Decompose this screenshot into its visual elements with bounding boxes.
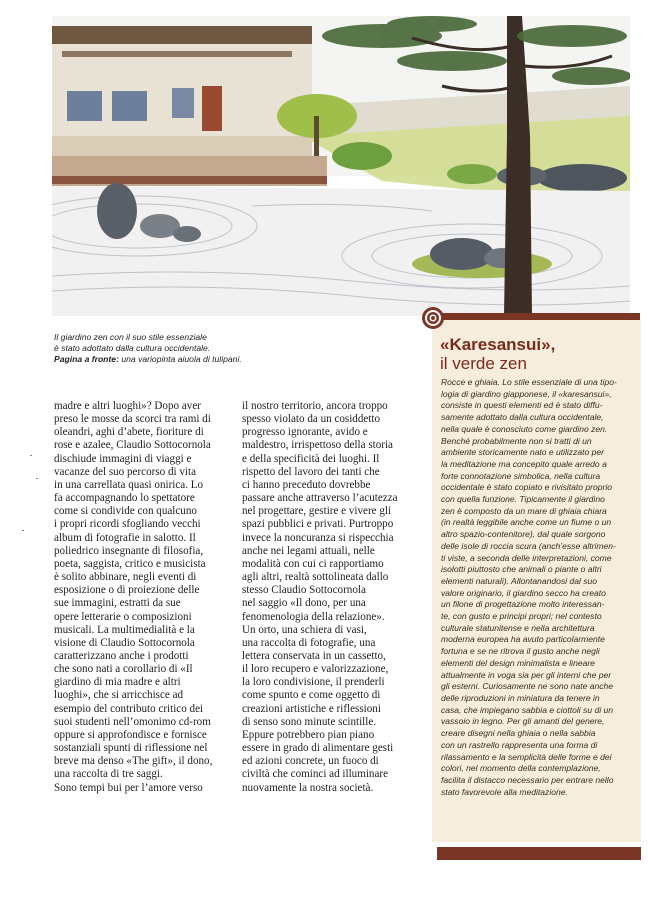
sidebar-text-line: Benché probabilmente non si tratti di un [441,435,592,446]
sidebar-text-line: con un rastrello rappresenta una forma di [441,739,598,750]
article-text-line: poeta, saggista, critico e musicista [54,557,206,570]
article-text-line: civiltà che cominci ad illuminare [242,768,389,781]
article-text-line: una raccolta di tre saggi. [54,768,163,781]
article-text-line: anche nei legami attuali, nelle [242,544,375,557]
article-text-line: spesso violato da un cosiddetto [242,413,381,426]
article-text-line: suoi studenti nell’omonimo cd-rom [54,715,211,728]
article-text-line: modalità con cui ci rapportiamo [242,557,384,570]
sidebar-text-line: culturale statunitense e nella architettura [441,622,595,633]
sidebar-text-line: occidentale è stato copiato e rivisitato proprio [441,482,613,493]
article-text-line: ci hanno preceduto dovrebbe [242,478,371,491]
sidebar-text-line: (in realtà leggibile anche come un fiume o un [441,517,612,528]
article-text-line: lettera conservata in un cassetto, [242,649,386,662]
sidebar-text-line: delle isole di roccia scura (anch’esse altrimen- [441,540,616,551]
sidebar-text-line: isolotti piuttosto che animali o piante o altri [441,564,602,575]
sidebar-text-line: valore originario, il giardino secco ha creato [441,587,606,598]
article-text-line: progresso ignorante, avido e [242,426,368,439]
article-text-line: poliedrico insegnante di filosofia, [54,544,204,557]
article-text-line: giardino di mia madre e altri [54,676,181,689]
article-text-line: rose e azalee, Claudio Sottocornola [54,439,211,452]
article-text-line: di senso sono minute scintille. [242,715,377,728]
sidebar-text-line: te, con gusto e principi propri; nel contesto [441,611,602,622]
sidebar-text-line: rilassamento e la semplicità delle forme e dei [441,751,612,762]
sidebar-text-line: stato favorevole alla meditazione. [441,786,568,797]
sidebar-text-line: Rocce e ghiaia. Lo stile essenziale di una tipo- [441,377,617,387]
article-text-line: i propri ricordi sfogliando vecchi [54,518,201,531]
article-text-line: Eppure potrebbero pian piano [242,728,375,741]
article-column-2 [242,400,427,795]
article-text-line: sostanziali spunti di riflessione nel [54,742,208,755]
article-text-line: musicali. La multimedialità e la [54,623,195,636]
article-text-line: la loro condivisione, il prenderli [242,676,385,689]
article-text-line: passare anche attraverso l’acutezza [242,492,398,505]
article-text-line: album di fotografie in salotto. Il [54,531,196,544]
sidebar-text-line: creare disegni nella ghiaia o nella sabbia [441,728,596,739]
article-text-line: vacanze del suo percorso di vita [54,465,197,478]
sidebar-title [440,335,640,373]
article-text-line: una raccolta di fotografie, una [242,636,376,649]
sidebar-text [441,377,637,798]
article-text-line: creazioni artistiche e riflessioni [242,702,381,715]
caption-line-2: è stato adottato dalla cultura occidentale. [54,343,211,354]
article-text-line: fenomenologia della relazione». [242,610,385,623]
image-caption [54,332,384,366]
sidebar-text-line: colori, nel momento della contemplazione, [441,763,601,774]
sidebar-text-line: ti viste, a seconda delle interpretazioni, come [441,552,612,563]
sidebar-text-line: gli esterni. Curiosamente ne sono nate anche [441,681,613,692]
sidebar-text-line: forte connotazione simbolica, nella cultura [441,470,601,481]
sidebar-text-line: ambiente storicamente nato e utilizzato per [441,447,604,458]
article-text-line: come spunto e come oggetto di [242,689,381,702]
article-text-line: dischiude immagini di viaggi e [54,452,192,465]
sidebar-text-line: casa, che impiegano sabbia e ciottoli su di un [441,704,613,715]
article-text-line: maldestro, irrispettoso della storia [242,439,393,452]
article-text-line: oppure si approfondisce e fornisce [54,728,207,741]
sidebar-text-line: elementi naturali). Allontanandosi dal suo [441,575,597,586]
target-icon [421,306,445,330]
caption-line-3-text: una variopinta aiuola di tulipani. [118,354,242,365]
article-text-line: in una carrellata quasi onirica. Lo [54,478,204,491]
article-text-line: e della specificità dei luoghi. Il [242,452,380,465]
sidebar-text-line: vassoio in legno. Per gli amanti del genere, [441,716,605,727]
article-text-line: essere in grado di alimentare gesti [242,742,394,755]
sidebar-text-line: altro spazio-contenitore), dal quale sorgono [441,529,606,540]
zen-garden-illustration [52,16,630,316]
sidebar-text-line: logia di giardino giapponese, il «karesansui», [441,388,612,399]
article-text-line: sue immagini, estratti da sue [54,597,181,610]
article-text-line: visione di Claudio Sottocornola [54,636,195,649]
article-text-line: esposizione o di proiezione delle [54,584,200,597]
caption-line-3 [54,354,384,365]
article-text-line: preso le mosse da scorci tra rami di [54,413,211,426]
sidebar-text-line: nella quale è conosciuto come giardino zen. [441,423,608,434]
article-text-line: nel progettare, gestire e vivere gli [242,505,392,518]
article-text-line: ed azioni concrete, un fuoco di [242,755,379,768]
sidebar-text-line: zen è composto da un mare di ghiaia chiara [441,505,607,516]
sidebar-text-line: un filone di progettazione molto interessan- [441,599,605,610]
sidebar-title-regular: il verde zen [440,354,527,373]
article-text-line: che sono nati a corollario di «Il [54,663,193,676]
article-text-line: rispetto del lavoro dei tanti che [242,465,380,478]
sidebar-text-line: moderna europea ha avuto particolarmente [441,634,605,645]
article-text-line: luoghi», che si arricchisce ad [54,689,184,702]
article-text-line: Un orto, una schiera di vasi, [242,623,367,636]
article-text-line: come si condivide con qualcuno [54,505,197,518]
sidebar-text-line: samente adottato dalla cultura occidentale, [441,412,604,423]
article-text-line: breve ma denso «The gift», il dono, [54,755,213,768]
caption-bold-label: Pagina a fronte: [54,354,119,365]
sidebar-text-line: delle riproduzioni in miniatura da tenere in [441,692,600,703]
article-column-1 [54,400,236,795]
article-text-line: fa accompagnando lo spettatore [54,492,195,505]
sidebar-bottom-rule [437,847,641,860]
sidebar-text-line: facilita il distacco necessario per entrare nello [441,774,614,785]
article-text-line: nuovamente la nostra società. [242,781,374,794]
article-text-line: è solito abbinare, negli eventi di [54,571,197,584]
sidebar-text-line: la meditazione ma concepito quale arredo a [441,458,607,469]
article-text-line: spazi pubblici e privati. Purtroppo [242,518,394,531]
article-text-line: caratterizzano anche i prodotti [54,649,189,662]
article-text-line: invece la noncuranza si rispecchia [242,531,394,544]
article-text-line: madre e altri luoghi»? Dopo aver [54,400,201,412]
article-text-line: esempio del contributo critico dei [54,702,204,715]
sidebar-text-line: attualmente in voga sia per gli interni che per [441,669,612,680]
article-text-line: opere letterarie o composizioni [54,610,192,623]
article-text-line: Sono tempi bui per l’amore verso [54,781,203,794]
article-text-line: agli altri, realtà sottolineata dallo [242,571,389,584]
sidebar-text-line: consiste in questi elementi ed è stato diffu- [441,400,603,411]
article-text-line: il nostro territorio, ancora troppo [242,400,388,412]
sidebar-top-rule [440,313,640,320]
sidebar-text-line: con quella funzione. Tipicamente il giardino [441,494,605,505]
article-text-line: il loro recupero e valorizzazione, [242,663,389,676]
caption-line-1: Il giardino zen con il suo stile essenziale [54,332,207,342]
article-text-line: nel saggio «Il dono, per una [242,597,366,610]
sidebar-text-line: elementi del design minimalista e lineare [441,657,595,668]
sidebar-text-line: fortuna e se ne ritrova il gusto anche negli [441,646,600,657]
article-text-line: oleandri, aghi d’abete, fioriture di [54,426,204,439]
sidebar-title-bold: «Karesansui», [440,335,556,354]
article-text-line: stesso Claudio Sottocornola [242,584,366,597]
